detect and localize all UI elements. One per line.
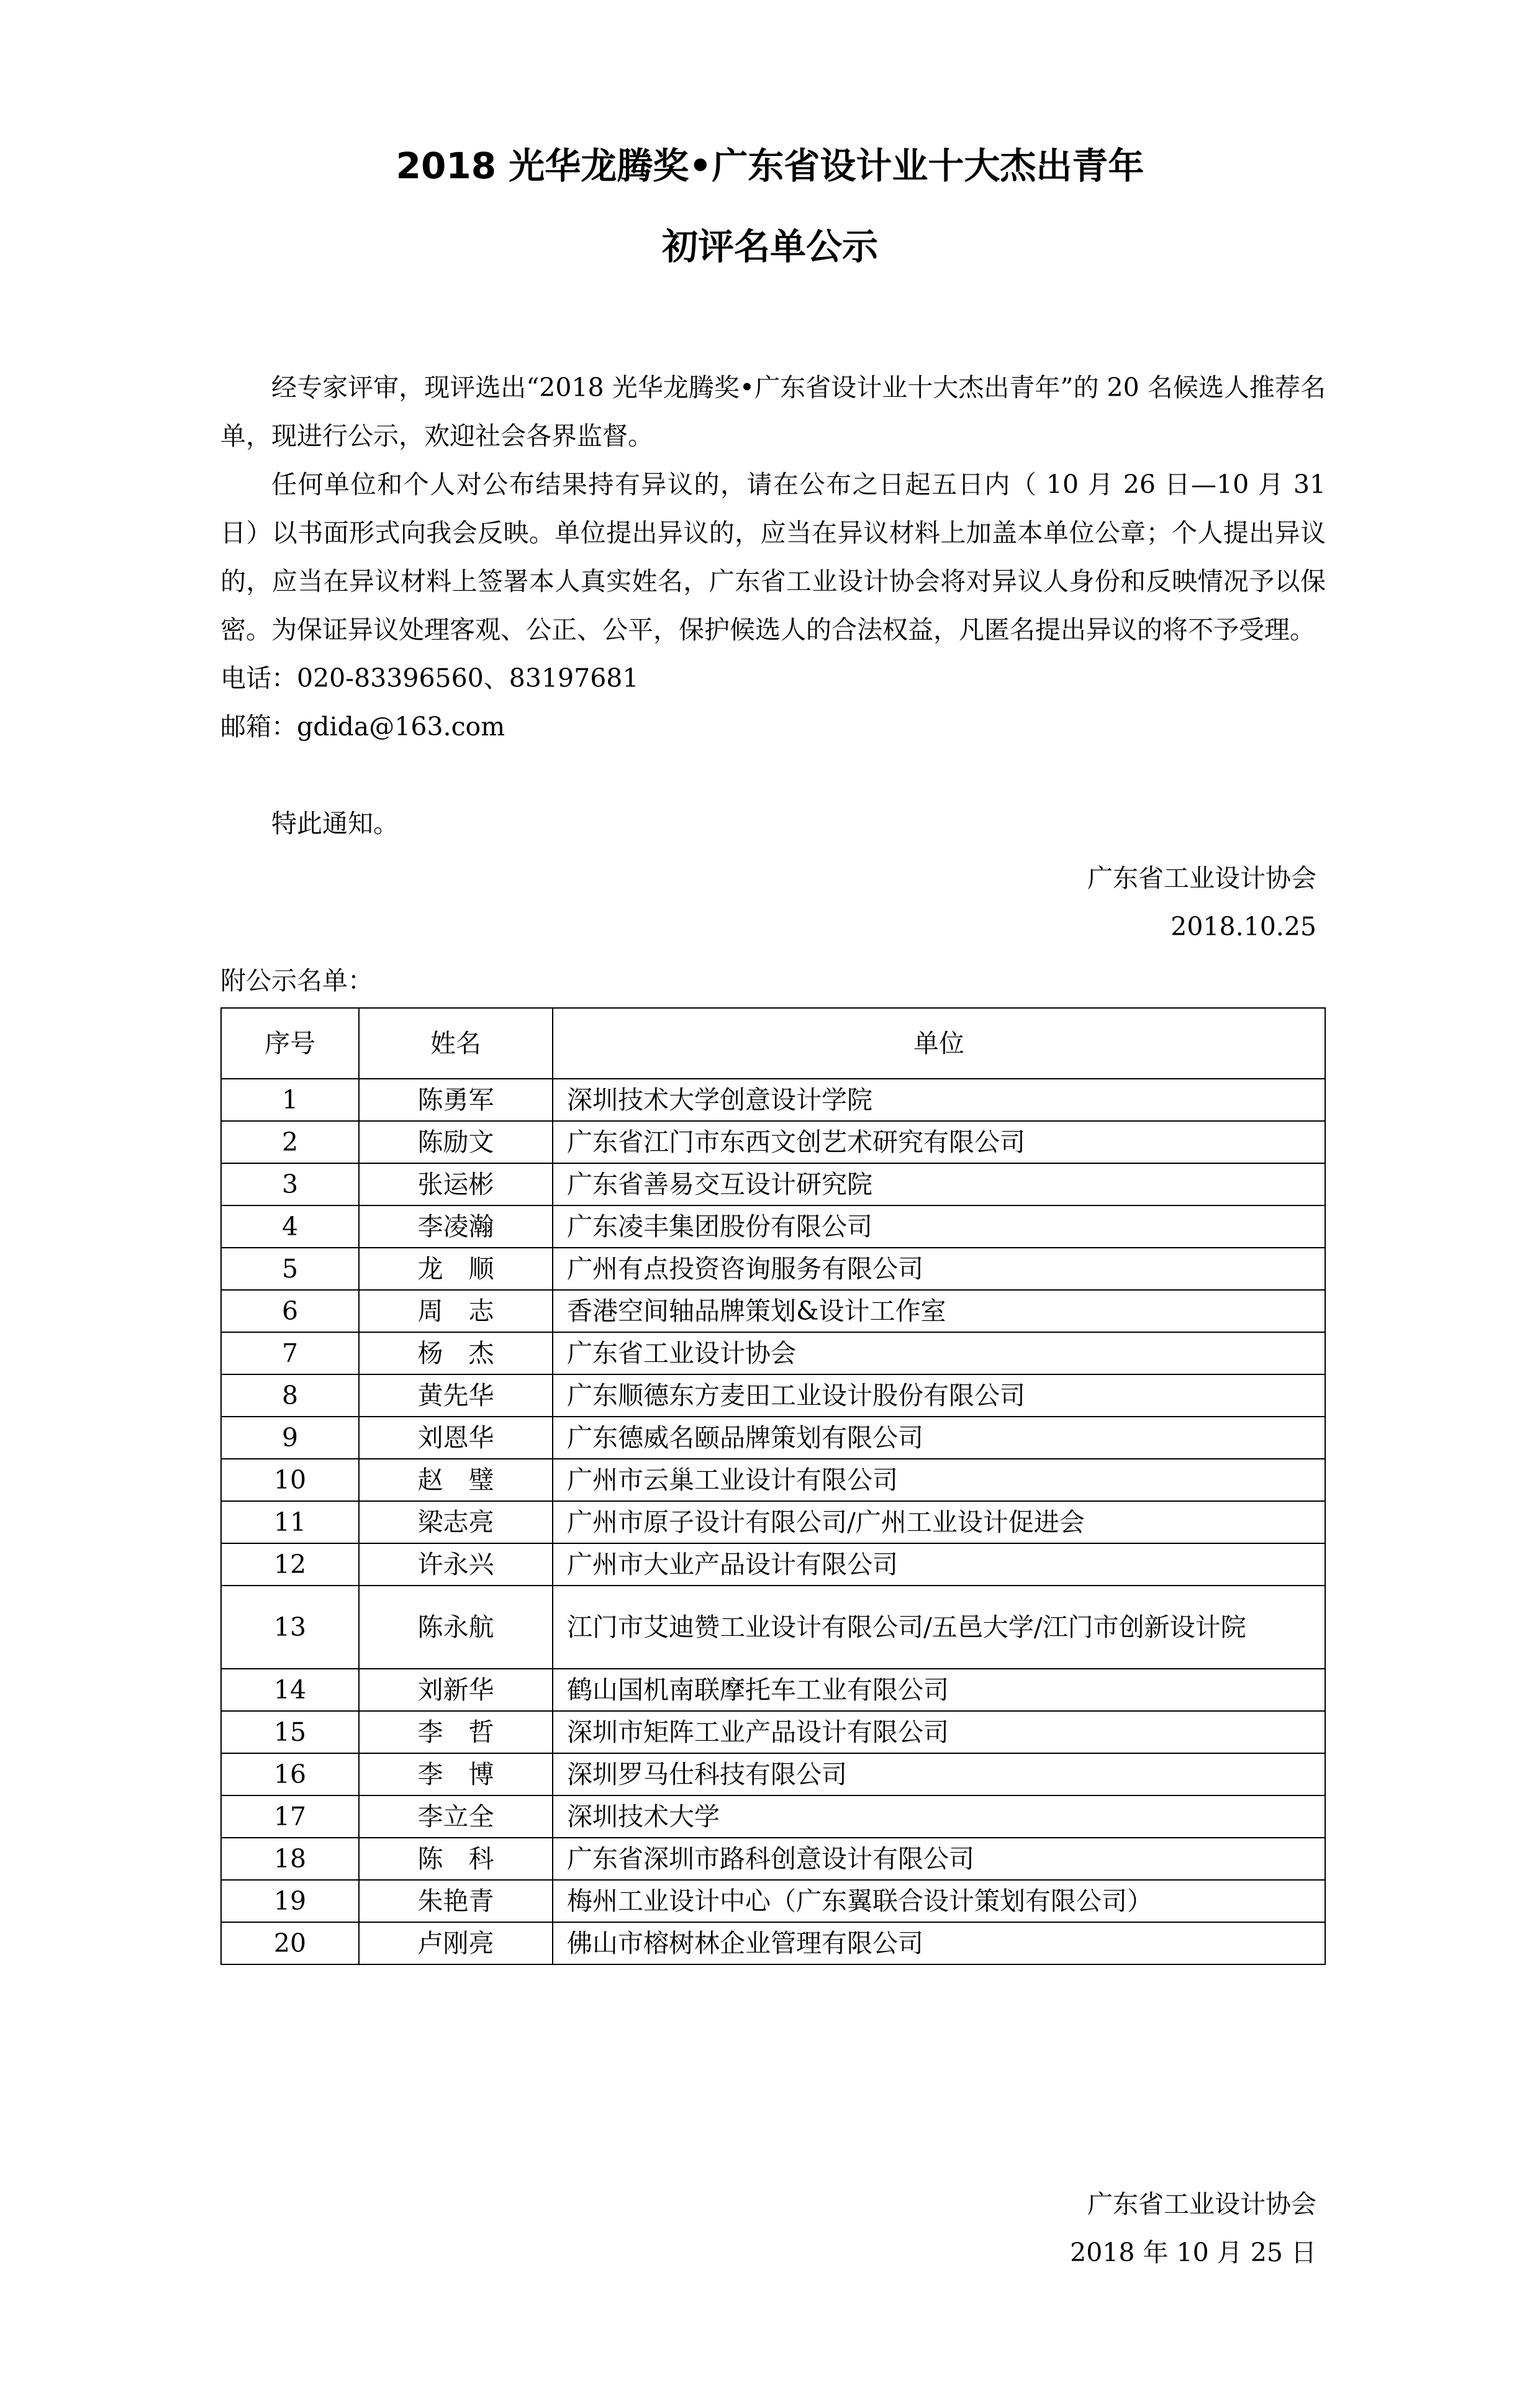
table-row xyxy=(221,1290,1325,1332)
table-row xyxy=(221,1838,1325,1880)
cell-number: 1 xyxy=(221,1079,359,1121)
cell-number: 14 xyxy=(221,1669,359,1711)
cell-name: 周 志 xyxy=(359,1290,553,1332)
cell-name: 陈 科 xyxy=(359,1838,553,1880)
table-row xyxy=(221,1880,1325,1922)
cell-name: 许永兴 xyxy=(359,1543,553,1586)
table-row xyxy=(221,1795,1325,1838)
cell-name: 赵 璧 xyxy=(359,1459,553,1501)
table-row xyxy=(221,1586,1325,1669)
table-row xyxy=(221,1374,1325,1417)
signature-date: 2018 年 10 月 25 日 xyxy=(1070,2238,1316,2267)
table-row xyxy=(221,1922,1325,1964)
cell-unit: 广东省深圳市路科创意设计有限公司 xyxy=(553,1838,1325,1880)
table-row xyxy=(221,1669,1325,1711)
cell-number: 6 xyxy=(221,1290,359,1332)
table-row xyxy=(221,1711,1325,1753)
cell-name: 卢刚亮 xyxy=(359,1922,553,1964)
header-unit: 单位 xyxy=(553,1008,1325,1079)
cell-number: 4 xyxy=(221,1205,359,1248)
cell-unit: 佛山市榕树林企业管理有限公司 xyxy=(553,1922,1325,1964)
cell-name: 龙 顺 xyxy=(359,1248,553,1290)
cell-unit: 深圳技术大学 xyxy=(553,1795,1325,1838)
cell-unit: 广东德威名颐品牌策划有限公司 xyxy=(553,1417,1325,1459)
cell-number: 10 xyxy=(221,1459,359,1501)
document-title: 2018 光华龙腾奖•广东省设计业十大杰出青年 xyxy=(396,145,1144,187)
table-row xyxy=(221,1121,1325,1163)
cell-unit: 深圳市矩阵工业产品设计有限公司 xyxy=(553,1711,1325,1753)
cell-unit: 广州市大业产品设计有限公司 xyxy=(553,1543,1325,1586)
table-row xyxy=(221,1332,1325,1374)
table-row xyxy=(221,1417,1325,1459)
cell-name: 陈励文 xyxy=(359,1121,553,1163)
cell-name: 黄先华 xyxy=(359,1374,553,1417)
cell-number: 17 xyxy=(221,1795,359,1838)
table-row xyxy=(221,1459,1325,1501)
cell-name: 刘恩华 xyxy=(359,1417,553,1459)
cell-name: 李立全 xyxy=(359,1795,553,1838)
signature-org: 广东省工业设计协会 xyxy=(1087,2189,1316,2219)
document-subtitle: 初评名单公示 xyxy=(661,225,878,268)
signature-block-bottom xyxy=(1070,2180,1316,2277)
paragraph-intro: 经专家评审，现评选出“2018 光华龙腾奖•广东省设计业十大杰出青年”的 20 名候选人推荐名单，现进行公示，欢迎社会各界监督。 xyxy=(220,373,1326,451)
header-name: 姓名 xyxy=(359,1008,553,1079)
cell-number: 5 xyxy=(221,1248,359,1290)
cell-unit: 梅州工业设计中心（广东翼联合设计策划有限公司） xyxy=(553,1880,1325,1922)
cell-name: 陈永航 xyxy=(359,1586,553,1669)
cell-number: 7 xyxy=(221,1332,359,1374)
cell-name: 李 博 xyxy=(359,1753,553,1795)
cell-unit: 广东省善易交互设计研究院 xyxy=(553,1163,1325,1205)
cell-number: 8 xyxy=(221,1374,359,1417)
paragraph-objection: 任何单位和个人对公布结果持有异议的，请在公布之日起五日内（ 10 月 26 日—10 月 31 日）以书面形式向我会反映。单位提出异议的，应当在异议材料上加盖本单位公章；个人提出异议的，应当在异议材料上签署本人真实姓名，广东省工业设计协会将对异议人身份和反映情况予以保密。为保证异议处理客观、公正、公平，保护候选人的合法权益，凡匿名提出异议的将不予受理。 xyxy=(220,470,1326,645)
notice-line: 特此通知。 xyxy=(271,809,399,838)
cell-number: 18 xyxy=(221,1838,359,1880)
cell-number: 2 xyxy=(221,1121,359,1163)
cell-unit: 深圳技术大学创意设计学院 xyxy=(553,1079,1325,1121)
cell-unit: 广州市原子设计有限公司/广州工业设计促进会 xyxy=(553,1501,1325,1543)
cell-number: 20 xyxy=(221,1922,359,1964)
table-row xyxy=(221,1753,1325,1795)
table-row xyxy=(221,1205,1325,1248)
cell-unit: 广州有点投资咨询服务有限公司 xyxy=(553,1248,1325,1290)
cell-name: 李 哲 xyxy=(359,1711,553,1753)
cell-unit: 广东省江门市东西文创艺术研究有限公司 xyxy=(553,1121,1325,1163)
cell-name: 刘新华 xyxy=(359,1669,553,1711)
cell-name: 梁志亮 xyxy=(359,1501,553,1543)
signature-date: 2018.10.25 xyxy=(1171,912,1316,942)
cell-name: 李凌瀚 xyxy=(359,1205,553,1248)
table-row xyxy=(221,1079,1325,1121)
table-row xyxy=(221,1163,1325,1205)
cell-unit: 广东省工业设计协会 xyxy=(553,1332,1325,1374)
cell-number: 19 xyxy=(221,1880,359,1922)
table-row xyxy=(221,1543,1325,1586)
cell-number: 12 xyxy=(221,1543,359,1586)
cell-unit: 广东顺德东方麦田工业设计股份有限公司 xyxy=(553,1374,1325,1417)
table-row xyxy=(221,1248,1325,1290)
contact-email: 邮箱：gdida@163.com xyxy=(220,712,505,742)
cell-number: 3 xyxy=(221,1163,359,1205)
cell-name: 张运彬 xyxy=(359,1163,553,1205)
cell-name: 朱艳青 xyxy=(359,1880,553,1922)
cell-number: 15 xyxy=(221,1711,359,1753)
cell-number: 13 xyxy=(221,1586,359,1669)
cell-unit: 深圳罗马仕科技有限公司 xyxy=(553,1753,1325,1795)
cell-unit: 广东凌丰集团股份有限公司 xyxy=(553,1205,1325,1248)
appendix-label: 附公示名单： xyxy=(220,966,373,996)
cell-number: 11 xyxy=(221,1501,359,1543)
signature-block-top xyxy=(1087,854,1316,951)
table-header-row xyxy=(221,1008,1325,1079)
cell-unit: 广州市云巢工业设计有限公司 xyxy=(553,1459,1325,1501)
header-number: 序号 xyxy=(221,1008,359,1079)
cell-name: 杨 杰 xyxy=(359,1332,553,1374)
announcement-body xyxy=(220,363,1326,848)
signature-org: 广东省工业设计协会 xyxy=(1087,863,1316,893)
cell-unit: 香港空间轴品牌策划&设计工作室 xyxy=(553,1290,1325,1332)
cell-number: 16 xyxy=(221,1753,359,1795)
cell-unit: 江门市艾迪赞工业设计有限公司/五邑大学/江门市创新设计院 xyxy=(553,1586,1325,1669)
cell-number: 9 xyxy=(221,1417,359,1459)
contact-phone: 电话：020-83396560、83197681 xyxy=(220,663,639,693)
cell-name: 陈勇军 xyxy=(359,1079,553,1121)
cell-unit: 鹤山国机南联摩托车工业有限公司 xyxy=(553,1669,1325,1711)
table-row xyxy=(221,1501,1325,1543)
candidate-table xyxy=(220,1007,1326,1965)
